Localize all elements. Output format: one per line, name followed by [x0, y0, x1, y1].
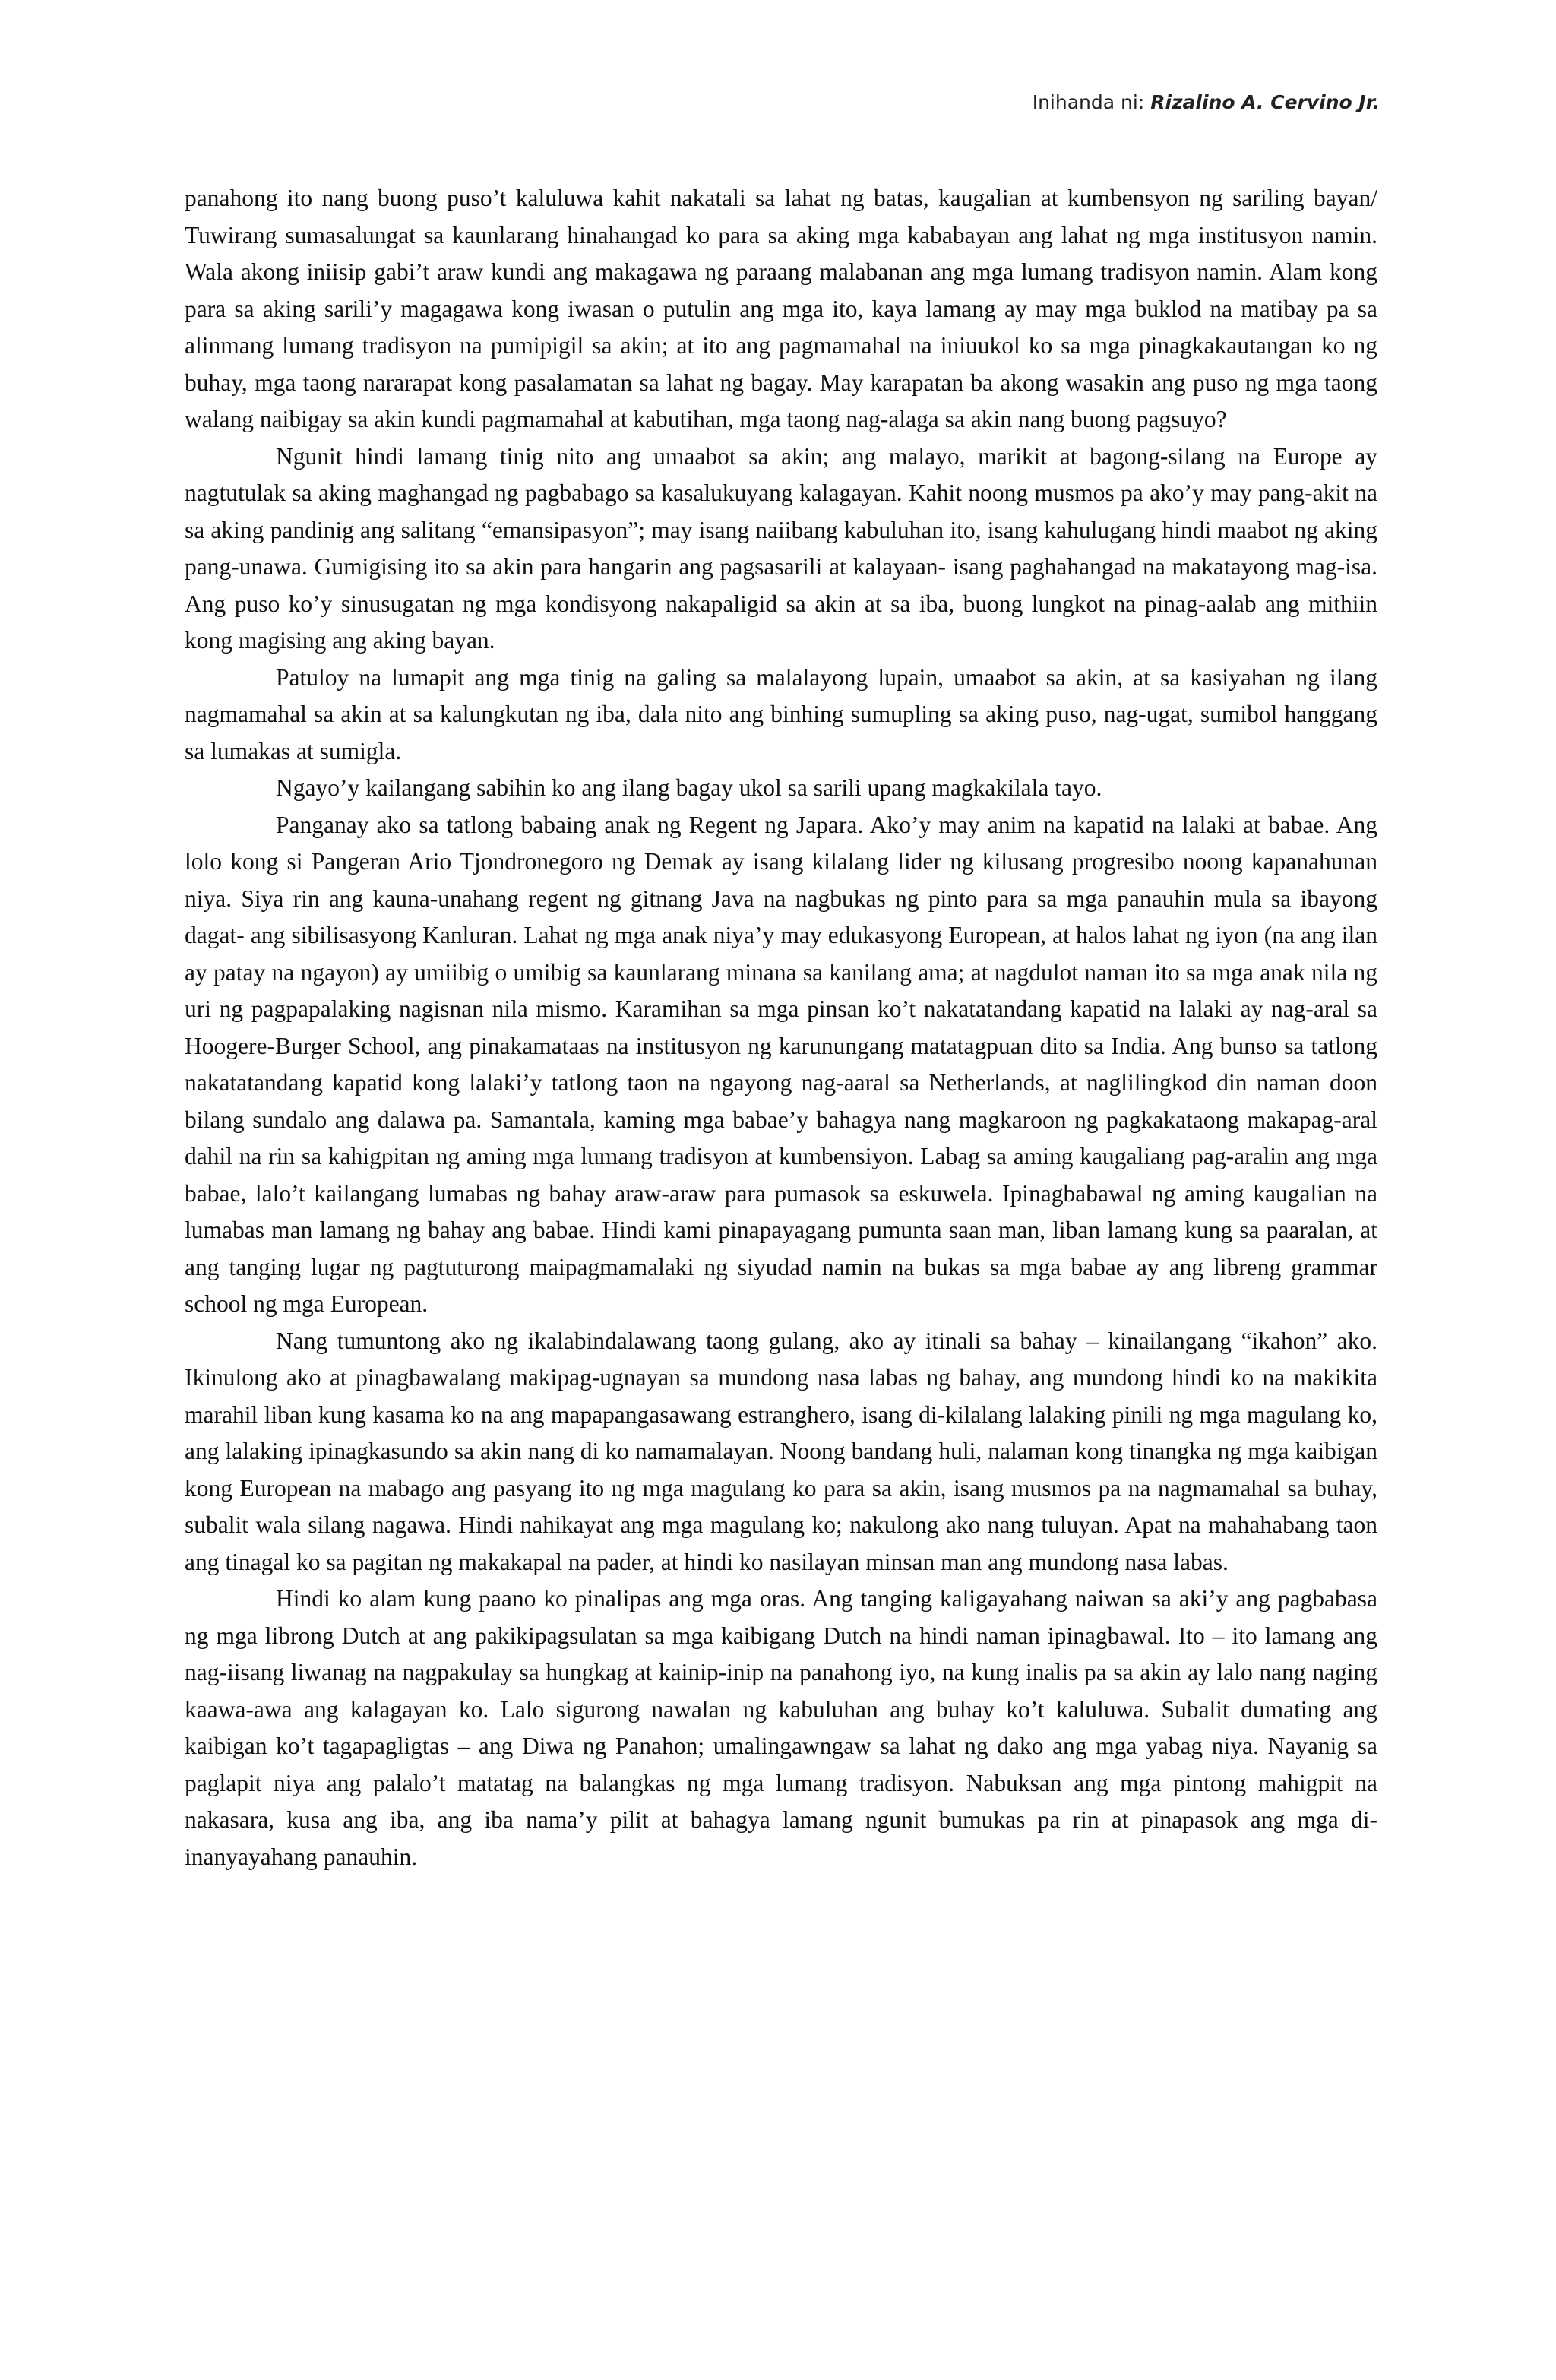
paragraph: panahong ito nang buong puso’t kaluluwa kahit nakatali sa lahat ng batas, kaugalian at kumbensyon ng sariling bayan/ Tuwirang sumasalungat sa kaunlarang hinahangad ko para sa aking mga kababayan ang lahat ng mga institusyon namin. Wala akong iniisip gabi’t araw kundi ang makagawa ng paraang malabanan ang mga lumang tradisyon namin. Alam kong para sa aking sarili’y magagawa kong iwasan o putulin ang mga ito, kaya lamang ay may mga buklod na matibay pa sa alinmang lumang tradisyon na pumipigil sa akin; at ito ang pagmamahal na iniuukol ko sa mga pinagkakautangan ko ng buhay, mga taong nararapat kong pasalamatan sa lahat ng bagay. May karapatan ba akong wasakin ang puso ng mga taong walang naibigay sa akin kundi pagmamahal at kabutihan, mga taong nag-alaga sa akin nang buong pagsuyo? [185, 185, 1377, 432]
body-text [185, 180, 1377, 1875]
paragraph: Hindi ko alam kung paano ko pinalipas ang mga oras. Ang tanging kaligayahang naiwan sa aki’y ang pagbabasa ng mga librong Dutch at ang pakikipagsulatan sa mga kaibigang Dutch na hindi naman ipinagbawal. Ito – ito lamang ang nag-iisang liwanag na nagpakulay sa hungkag at kainip-inip na panahong iyo, na kung inalis pa sa akin ay lalo nang naging kaawa-awa ang kalagayan ko. Lalo sigurong nawalan ng kabuluhan ang buhay ko’t kaluluwa. Subalit dumating ang kaibigan ko’t tagapagligtas – ang Diwa ng Panahon; umalingawngaw sa lahat ng dako ang mga yabag niya. Nayanig sa paglapit niya ang palalo’t matatag na balangkas ng mga lumang tradisyon. Nabuksan ang mga pintong mahigpit na nakasara, kusa ang iba, ang iba nama’y pilit at bahagya lamang ngunit bumukas pa rin at pinapasok ang mga di-inanyayahang panauhin. [185, 1585, 1377, 1870]
header-author: Rizalino A. Cervino Jr. [1150, 91, 1380, 113]
header-prefix: Inihanda ni: [1032, 91, 1151, 113]
paragraph: Panganay ako sa tatlong babaing anak ng Regent ng Japara. Ako’y may anim na kapatid na lalaki at babae. Ang lolo kong si Pangeran Ario Tjondronegoro ng Demak ay isang kilalang lider ng kilusang progresibo noong kapanahunan niya. Siya rin ang kauna-unahang regent ng gitnang Java na nagbukas ng pinto para sa mga panauhin mula sa ibayong dagat- ang sibilisasyong Kanluran. Lahat ng mga anak niya’y may edukasyong European, at halos lahat ng iyon (na ang ilan ay patay na ngayon) ay umiibig o umibig sa kaunlarang minana sa kanilang ama; at nagdulot naman ito sa mga anak nila ng uri ng pagpapalaking nagisnan nila mismo. Karamihan sa mga pinsan ko’t nakatatandang kapatid na lalaki ay nag-aral sa Hoogere-Burger School, ang pinakamataas na institusyon ng karunungang matatagpuan dito sa India. Ang bunso sa tatlong nakatatandang kapatid kong lalaki’y tatlong taon na ngayong nag-aaral sa Netherlands, at naglilingkod din naman doon bilang sundalo ang dalawa pa. Samantala, kaming mga babae’y bahagya nang magkaroon ng pagkakataong makapag-aral dahil na rin sa kahigpitan ng aming mga lumang tradisyon at kumbensiyon. Labag sa aming kaugaliang pag-aralin ang mga babae, lalo’t kailangang lumabas ng bahay araw-araw para pumasok sa eskuwela. Ipinagbabawal ng aming kaugalian na lumabas man lamang ng bahay ang babae. Hindi kami pinapayagang pumunta saan man, liban lamang kung sa paaralan, at ang tanging lugar ng pagtuturong maipagmamalaki ng siyudad namin na bukas sa mga babae ay ang libreng grammar school ng mga European. [185, 811, 1377, 1317]
page-header [1033, 91, 1380, 113]
paragraph: Nang tumuntong ako ng ikalabindalawang taong gulang, ako ay itinali sa bahay – kinailangang “ikahon” ako. Ikinulong ako at pinagbawalang makipag-ugnayan sa mundong nasa labas ng bahay, ang mundong hindi ko na makikita marahil liban kung kasama ko na ang mapapangasawang estranghero, isang di-kilalang lalaking pinili ng mga magulang ko, ang lalaking ipinagkasundo sa akin nang di ko namamalayan. Noong bandang huli, nalaman kong tinangka ng mga kaibigan kong European na mabago ang pasyang ito ng mga magulang ko para sa akin, isang musmos pa na nagmamahal sa buhay, subalit wala silang nagawa. Hindi nahikayat ang mga magulang ko; nakulong ako nang tuluyan. Apat na mahahabang taon ang tinagal ko sa pagitan ng makakapal na pader, at hindi ko nasilayan minsan man ang mundong nasa labas. [185, 1327, 1377, 1575]
paragraph: Patuloy na lumapit ang mga tinig na galing sa malalayong lupain, umaabot sa akin, at sa kasiyahan ng ilang nagmamahal sa akin at sa kalungkutan ng iba, dala nito ang binhing sumupling sa aking puso, nag-ugat, sumibol hanggang sa lumakas at sumigla. [185, 663, 1377, 764]
paragraph: Ngunit hindi lamang tinig nito ang umaabot sa akin; ang malayo, marikit at bagong-silang na Europe ay nagtutulak sa aking maghangad ng pagbabago sa kasalukuyang kalagayan. Kahit noong musmos pa ako’y may pang-akit na sa aking pandinig ang salitang “emansipasyon”; may isang naiibang kabuluhan ito, isang kahulugang hindi maabot ng aking pang-unawa. Gumigising ito sa akin para hangarin ang pagsasarili at kalayaan- isang paghahangad na makatayong mag-isa. Ang puso ko’y sinusugatan ng mga kondisyong nakapaligid sa akin at sa iba, buong lungkot na pinag-aalab ang mithiin kong magising ang aking bayan. [185, 442, 1377, 654]
paragraph: Ngayo’y kailangang sabihin ko ang ilang bagay ukol sa sarili upang magkakilala tayo. [276, 774, 1102, 801]
